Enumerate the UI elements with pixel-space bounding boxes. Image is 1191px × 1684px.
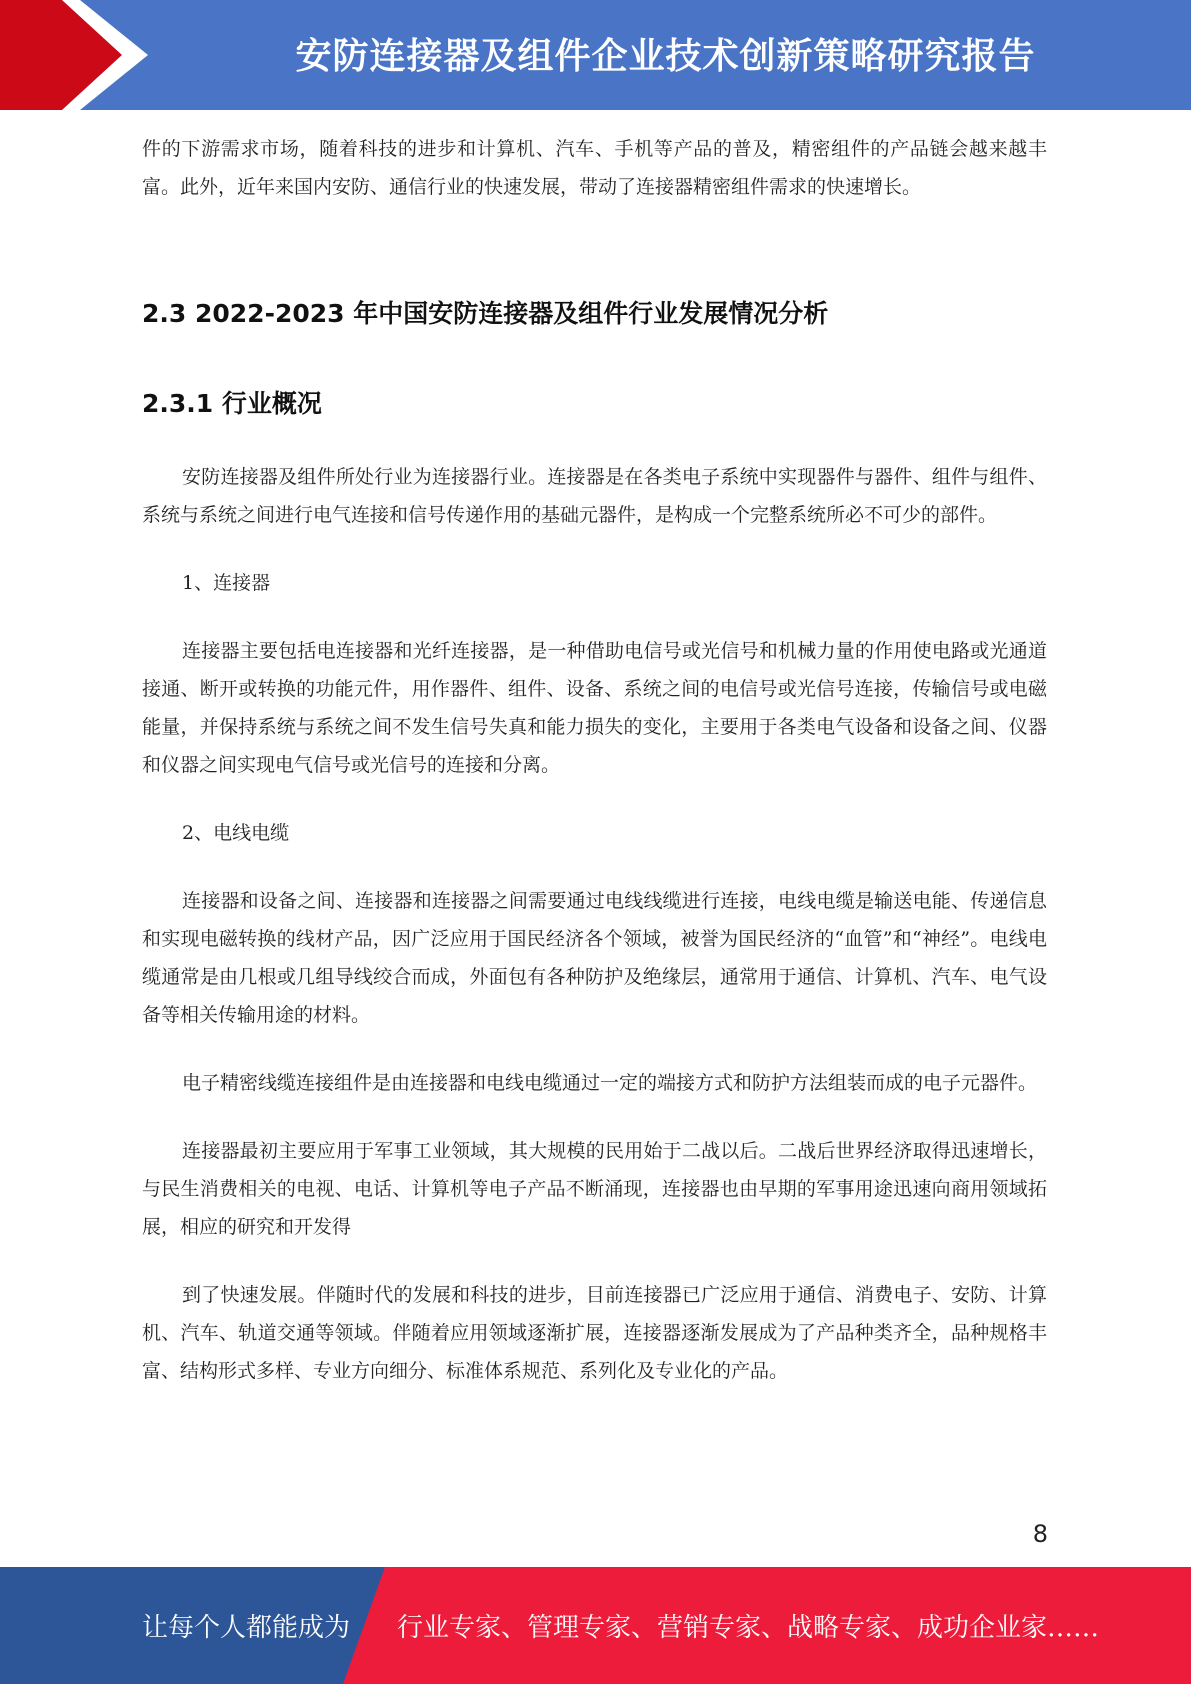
footer-slogan-right: 行业专家、管理专家、营销专家、战略专家、成功企业家…… (397, 1613, 1100, 1643)
paragraph-assembly: 电子精密线缆连接组件是由连接器和电线电缆通过一定的端接方式和防护方法组装而成的电子元器件。 (182, 1072, 1038, 1094)
page-content (142, 130, 1047, 1390)
page-header (0, 0, 1191, 110)
list-item-cable-label: 2、电线电缆 (182, 822, 290, 844)
paragraph-intro: 件的下游需求市场，随着科技的进步和计算机、汽车、手机等产品的普及，精密组件的产品链会越来越丰富。此外，近年来国内安防、通信行业的快速发展，带动了连接器精密组件需求的快速增长。 (142, 138, 1047, 198)
paragraph-development: 到了快速发展。伴随时代的发展和科技的进步，目前连接器已广泛应用于通信、消费电子、安防、计算机、汽车、轨道交通等领域。伴随着应用领域逐渐扩展，连接器逐渐发展成为了产品种类齐全，品种规格丰富、结构形式多样、专业方向细分、标准体系规范、系列化及专业化的产品。 (142, 1284, 1047, 1382)
paragraph-overview: 安防连接器及组件所处行业为连接器行业。连接器是在各类电子系统中实现器件与器件、组件与组件、系统与系统之间进行电气连接和信号传递作用的基础元器件，是构成一个完整系统所必不可少的部件。 (142, 466, 1047, 526)
list-item-connector-label: 1、连接器 (182, 572, 271, 594)
section-heading-2-3: 2.3 2022-2023 年中国安防连接器及组件行业发展情况分析 (142, 299, 829, 328)
paragraph-cable: 连接器和设备之间、连接器和连接器之间需要通过电线线缆进行连接，电线电缆是输送电能、传递信息和实现电磁转换的线材产品，因广泛应用于国民经济各个领域，被誉为国民经济的“血管”和“神经”。电线电缆通常是由几根或几组导线绞合而成，外面包有各种防护及绝缘层，通常用于通信、计算机、汽车、电气设备等相关传输用途的材料。 (142, 890, 1047, 1026)
paragraph-connector: 连接器主要包括电连接器和光纤连接器，是一种借助电信号或光信号和机械力量的作用使电路或光通道接通、断开或转换的功能元件，用作器件、组件、设备、系统之间的电信号或光信号连接，传输信号或电磁能量，并保持系统与系统之间不发生信号失真和能力损失的变化，主要用于各类电气设备和设备之间、仪器和仪器之间实现电气信号或光信号的连接和分离。 (142, 640, 1047, 776)
page-footer (0, 1567, 1191, 1684)
paragraph-history: 连接器最初主要应用于军事工业领域，其大规模的民用始于二战以后。二战后世界经济取得迅速增长，与民生消费相关的电视、电话、计算机等电子产品不断涌现，连接器也由早期的军事用途迅速向商用领域拓展，相应的研究和开发得 (142, 1140, 1047, 1238)
page-number: 8 (1032, 1520, 1048, 1548)
report-title: 安防连接器及组件企业技术创新策略研究报告 (295, 36, 1036, 77)
footer-slogan-left: 让每个人都能成为 (142, 1613, 351, 1643)
section-heading-2-3-1: 2.3.1 行业概况 (142, 389, 322, 418)
